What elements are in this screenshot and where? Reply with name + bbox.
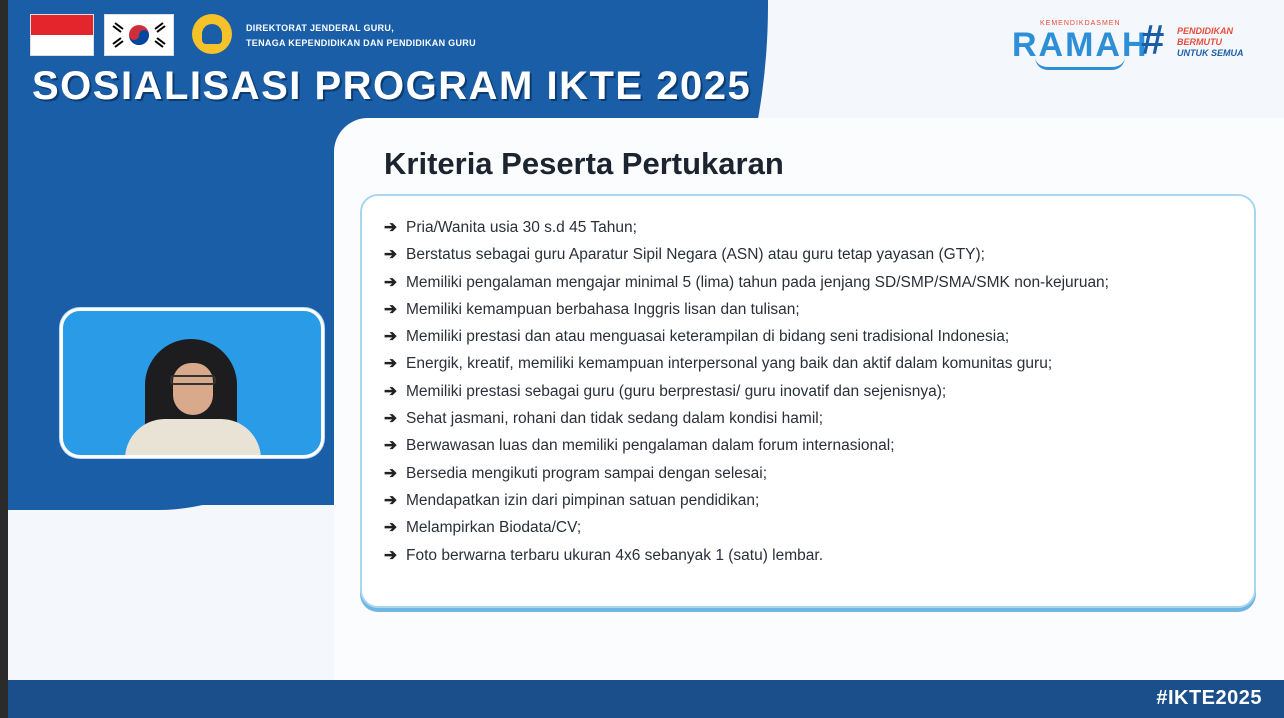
- arrow-right-icon: ➔: [384, 300, 397, 318]
- directorate-line-1: DIREKTORAT JENDERAL GURU,: [246, 23, 395, 33]
- arrow-right-icon: ➔: [384, 219, 397, 236]
- criteria-item: [384, 460, 1234, 487]
- arrow-right-icon: ➔: [384, 464, 397, 482]
- criteria-text: Foto berwarna terbaru ukuran 4x6 sebanyak 1 (satu) lembar.: [406, 546, 824, 564]
- criteria-text: Mendapatkan izin dari pimpinan satuan pendidikan;: [406, 491, 760, 509]
- arrow-right-icon: ➔: [384, 246, 397, 264]
- criteria-item: [384, 487, 1234, 514]
- criteria-item: [384, 323, 1234, 350]
- left-border: [0, 0, 8, 718]
- presenter-body: [125, 419, 261, 458]
- criteria-item: [384, 378, 1234, 405]
- criteria-text: Memiliki kemampuan berbahasa Inggris lisan dan tulisan;: [406, 300, 800, 318]
- criteria-item: [384, 542, 1234, 569]
- indonesia-flag-icon: [30, 14, 94, 56]
- criteria-item: [384, 432, 1234, 459]
- criteria-item: [384, 214, 1234, 241]
- ramah-logo-top: KEMENDIKDASMEN: [1040, 20, 1121, 27]
- arrow-right-icon: ➔: [384, 410, 397, 428]
- ramah-logo-word: RAMAH: [1012, 26, 1149, 64]
- criteria-text: Pria/Wanita usia 30 s.d 45 Tahun;: [406, 219, 637, 236]
- presenter-video[interactable]: [60, 308, 324, 458]
- criteria-text: Energik, kreatif, memiliki kemampuan interpersonal yang baik dan aktif dalam komunitas guru;: [406, 355, 1053, 373]
- arrow-right-icon: ➔: [384, 273, 397, 291]
- criteria-item: [384, 296, 1234, 323]
- korea-flag-icon: [104, 14, 174, 56]
- criteria-item: [384, 350, 1234, 377]
- glasses-icon: [170, 375, 216, 385]
- arrow-right-icon: ➔: [384, 382, 397, 400]
- hash-logo-line-3: UNTUK SEMUA: [1177, 48, 1244, 58]
- ministry-logo-icon: [192, 14, 232, 54]
- criteria-text: Berstatus sebagai guru Aparatur Sipil Negara (ASN) atau guru tetap yayasan (GTY);: [406, 246, 985, 264]
- presentation-slide: [8, 0, 1284, 680]
- hash-logo-line-1: PENDIDIKAN: [1177, 26, 1234, 36]
- criteria-text: Memiliki prestasi dan atau menguasai keterampilan di bidang seni tradisional Indonesia;: [406, 328, 1010, 346]
- criteria-title: Kriteria Peserta Pertukaran: [384, 146, 784, 181]
- hash-logo-line-2: BERMUTU: [1177, 37, 1222, 47]
- arrow-right-icon: ➔: [384, 437, 397, 455]
- arrow-right-icon: ➔: [384, 355, 397, 373]
- arrow-right-icon: ➔: [384, 328, 397, 346]
- criteria-text: Memiliki prestasi sebagai guru (guru berprestasi/ guru inovatif dan sejenisnya);: [406, 382, 947, 400]
- criteria-item: [384, 514, 1234, 541]
- criteria-item: [384, 405, 1234, 432]
- arrow-right-icon: ➔: [384, 546, 397, 564]
- criteria-item: [384, 241, 1234, 268]
- criteria-text: Berwawasan luas dan memiliki pengalaman dalam forum internasional;: [406, 437, 895, 455]
- criteria-list: [362, 196, 1254, 569]
- criteria-box: [360, 194, 1256, 608]
- arrow-right-icon: ➔: [384, 519, 397, 537]
- footer-bar: [8, 680, 1284, 718]
- criteria-text: Memiliki pengalaman mengajar minimal 5 (lima) tahun pada jenjang SD/SMP/SMA/SMK non-kejuruan;: [406, 273, 1109, 291]
- hash-icon: #: [1141, 16, 1165, 63]
- criteria-item: [384, 269, 1234, 296]
- slide-title: SOSIALISASI PROGRAM IKTE 2025: [32, 64, 752, 108]
- footer-hashtag: #IKTE2025: [1156, 687, 1262, 709]
- criteria-text: Melampirkan Biodata/CV;: [406, 519, 582, 537]
- criteria-text: Sehat jasmani, rohani dan tidak sedang dalam kondisi hamil;: [406, 410, 824, 428]
- directorate-name: [246, 21, 476, 51]
- pendidikan-bermutu-logo: [1141, 16, 1265, 66]
- criteria-text: Bersedia mengikuti program sampai dengan selesai;: [406, 464, 768, 482]
- arrow-right-icon: ➔: [384, 491, 397, 509]
- directorate-line-2: TENAGA KEPENDIDIKAN DAN PENDIDIKAN GURU: [246, 38, 476, 48]
- ramah-logo: [1012, 20, 1149, 70]
- presenter-face: [173, 363, 213, 415]
